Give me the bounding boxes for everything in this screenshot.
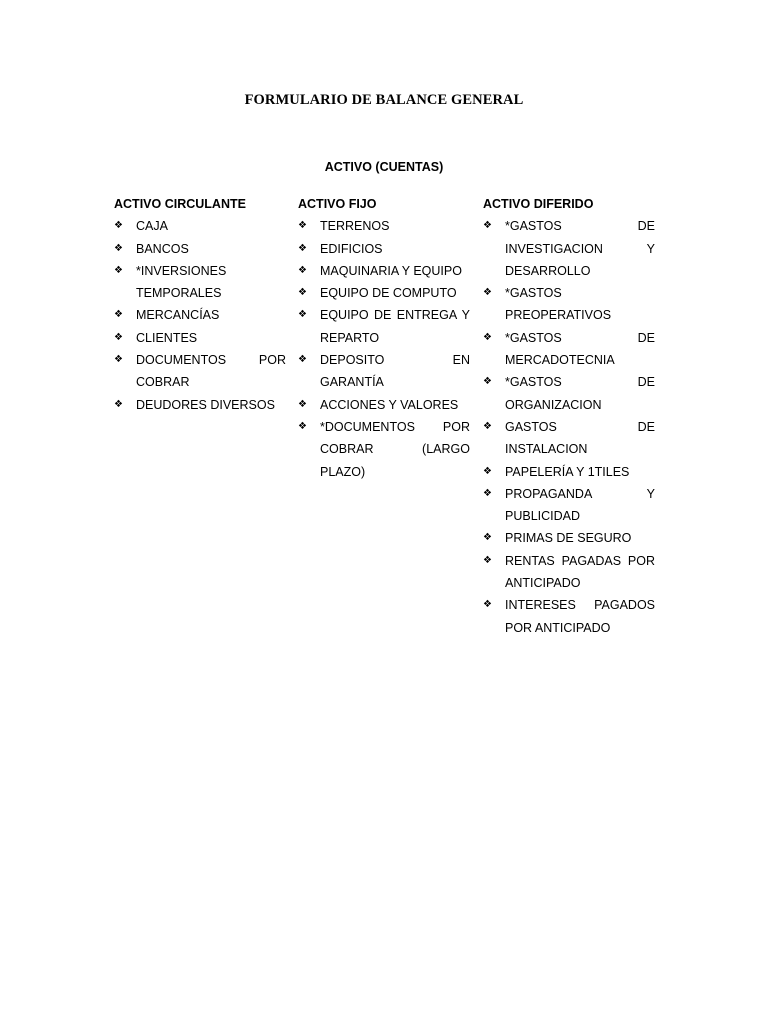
four-diamond-bullet-icon: ❖ xyxy=(298,420,307,432)
list-item xyxy=(114,349,286,394)
list-item-text: CAJA xyxy=(136,219,168,234)
column-heading: ACTIVO FIJO xyxy=(298,197,377,211)
column-activo-fijo xyxy=(298,193,470,483)
list-item-text: EDIFICIOS xyxy=(320,241,383,256)
list-item-text: EQUIPO DE COMPUTO xyxy=(320,286,457,301)
four-diamond-bullet-icon: ❖ xyxy=(483,331,492,343)
list-item-text: DEPOSITO EN GARANTÍA xyxy=(320,353,470,390)
list-item xyxy=(483,215,655,282)
list-item xyxy=(483,282,655,327)
four-diamond-bullet-icon: ❖ xyxy=(298,287,307,299)
four-diamond-bullet-icon: ❖ xyxy=(483,465,492,477)
four-diamond-bullet-icon: ❖ xyxy=(298,264,307,276)
list-item xyxy=(298,394,470,416)
list-item xyxy=(114,215,286,237)
list-item xyxy=(483,483,655,528)
four-diamond-bullet-icon: ❖ xyxy=(298,242,307,254)
column-activo-diferido xyxy=(483,193,655,639)
list-item xyxy=(298,215,470,237)
list-item xyxy=(298,349,470,394)
item-list xyxy=(298,215,470,483)
item-list xyxy=(114,215,286,416)
four-diamond-bullet-icon: ❖ xyxy=(483,220,492,232)
list-item-text: MAQUINARIA Y EQUIPO xyxy=(320,263,462,278)
list-item-text: BANCOS xyxy=(136,241,189,256)
list-item-text: *GASTOS DE INVESTIGACION Y DESARROLLO xyxy=(505,219,655,278)
list-item-text: GASTOS DE INSTALACION xyxy=(505,419,655,457)
list-item xyxy=(483,371,655,416)
list-item-text: MERCANCÍAS xyxy=(136,308,220,323)
section-title: ACTIVO (CUENTAS) xyxy=(324,160,444,174)
list-item-text: PRIMAS DE SEGURO xyxy=(505,531,632,546)
list-item-text: TERRENOS xyxy=(320,219,390,234)
four-diamond-bullet-icon: ❖ xyxy=(114,331,123,343)
item-list xyxy=(483,215,655,639)
list-item xyxy=(298,416,470,483)
list-item-text: INTERESES PAGADOS POR ANTICIPADO xyxy=(505,598,655,635)
column-activo-circulante xyxy=(114,193,286,416)
four-diamond-bullet-icon: ❖ xyxy=(483,376,492,388)
list-item xyxy=(483,416,655,461)
four-diamond-bullet-icon: ❖ xyxy=(483,487,492,499)
list-item xyxy=(114,304,286,326)
list-item xyxy=(114,327,286,349)
four-diamond-bullet-icon: ❖ xyxy=(298,220,307,232)
list-item xyxy=(114,260,286,305)
list-item-text: DEUDORES DIVERSOS xyxy=(136,397,275,412)
list-item-text: DOCUMENTOS POR COBRAR xyxy=(136,353,286,390)
four-diamond-bullet-icon: ❖ xyxy=(114,354,123,366)
column-heading: ACTIVO CIRCULANTE xyxy=(114,197,246,211)
four-diamond-bullet-icon: ❖ xyxy=(114,398,123,410)
list-item-text: ACCIONES Y VALORES xyxy=(320,397,459,412)
list-item xyxy=(114,238,286,260)
list-item-text: EQUIPO DE ENTREGA Y REPARTO xyxy=(320,308,470,345)
list-item xyxy=(483,327,655,372)
list-item xyxy=(483,550,655,595)
list-item xyxy=(483,527,655,549)
list-item xyxy=(298,304,470,349)
four-diamond-bullet-icon: ❖ xyxy=(114,309,123,321)
four-diamond-bullet-icon: ❖ xyxy=(483,287,492,299)
four-diamond-bullet-icon: ❖ xyxy=(114,220,123,232)
list-item xyxy=(298,238,470,260)
list-item-text: *DOCUMENTOS POR COBRAR (LARGO PLAZO) xyxy=(320,419,470,479)
list-item-text: *GASTOS DE ORGANIZACION xyxy=(505,375,655,412)
list-item-text: RENTAS PAGADAS POR ANTICIPADO xyxy=(505,553,655,591)
list-item-text: PROPAGANDA Y PUBLICIDAD xyxy=(505,486,655,524)
list-item xyxy=(483,461,655,483)
list-item xyxy=(483,594,655,639)
list-item xyxy=(298,282,470,304)
four-diamond-bullet-icon: ❖ xyxy=(483,599,492,611)
four-diamond-bullet-icon: ❖ xyxy=(114,242,123,254)
list-item-text: *INVERSIONES TEMPORALES xyxy=(136,263,227,301)
four-diamond-bullet-icon: ❖ xyxy=(483,554,492,566)
column-heading: ACTIVO DIFERIDO xyxy=(483,197,594,211)
four-diamond-bullet-icon: ❖ xyxy=(483,420,492,432)
four-diamond-bullet-icon: ❖ xyxy=(298,398,307,410)
page-title: FORMULARIO DE BALANCE GENERAL xyxy=(244,92,524,108)
list-item xyxy=(114,394,286,416)
list-item-text: PAPELERÍA Y 1TILES xyxy=(505,464,630,479)
four-diamond-bullet-icon: ❖ xyxy=(483,532,492,544)
list-item-text: *GASTOS PREOPERATIVOS xyxy=(505,286,612,323)
four-diamond-bullet-icon: ❖ xyxy=(298,354,307,366)
four-diamond-bullet-icon: ❖ xyxy=(298,309,307,321)
four-diamond-bullet-icon: ❖ xyxy=(114,264,123,276)
list-item-text: CLIENTES xyxy=(136,330,198,345)
list-item-text: *GASTOS DE MERCADOTECNIA xyxy=(505,330,655,368)
list-item xyxy=(298,260,470,282)
